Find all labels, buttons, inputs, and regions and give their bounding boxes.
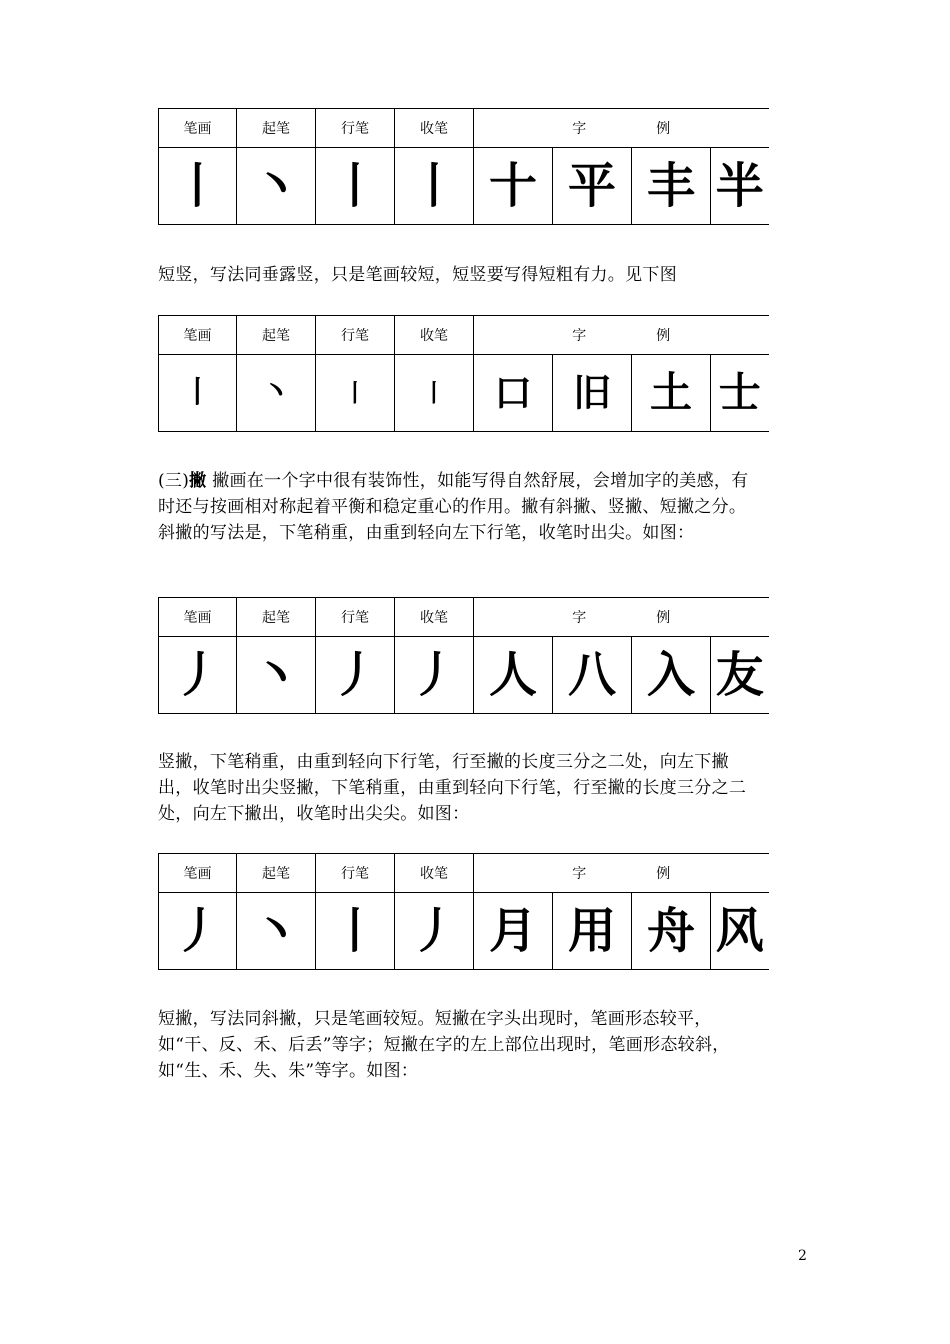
header-example-char: 例 bbox=[656, 610, 671, 626]
glyph-move: 丨 bbox=[316, 148, 395, 225]
glyph-start: 丶 bbox=[237, 893, 316, 970]
stroke-table-2 bbox=[158, 315, 769, 432]
stroke-table-1 bbox=[158, 108, 769, 225]
header-start: 起笔 bbox=[237, 598, 316, 637]
glyph-example: 丰 bbox=[632, 148, 711, 225]
glyph-example: 十 bbox=[474, 148, 553, 225]
header-example-char: 例 bbox=[656, 328, 671, 344]
glyph-example: 友 bbox=[711, 637, 769, 714]
table-header-row bbox=[159, 854, 769, 893]
glyph-example: 人 bbox=[474, 637, 553, 714]
glyph-example: 土 bbox=[632, 355, 711, 432]
header-example-char: 字 bbox=[572, 121, 587, 137]
header-example-char: 字 bbox=[572, 328, 587, 344]
header-examples bbox=[474, 109, 769, 148]
glyph-stroke: 丿 bbox=[159, 637, 237, 714]
section-number: (三) bbox=[158, 471, 190, 491]
header-start: 起笔 bbox=[237, 109, 316, 148]
glyph-example: 口 bbox=[474, 355, 553, 432]
header-end: 收笔 bbox=[395, 854, 474, 893]
header-move: 行笔 bbox=[316, 854, 395, 893]
header-end: 收笔 bbox=[395, 109, 474, 148]
glyph-start: 丶 bbox=[237, 148, 316, 225]
glyph-end: 丿 bbox=[395, 893, 474, 970]
paragraph-vertical-pie: 竖撇，下笔稍重，由重到轻向下行笔，行至撇的长度三分之二处，向左下撇出，收笔时出尖竖撇，下笔稍重，由重到轻向下行笔，行至撇的长度三分之二处，向左下撇出，收笔时出尖尖。如图： bbox=[158, 752, 747, 824]
glyph-move: 丨 bbox=[316, 355, 395, 432]
stroke-table-3 bbox=[158, 597, 769, 714]
table-header-row bbox=[159, 598, 769, 637]
header-move: 行笔 bbox=[316, 598, 395, 637]
paragraph-pie-intro bbox=[158, 468, 758, 546]
glyph-stroke: 丨 bbox=[159, 355, 237, 432]
glyph-example: 八 bbox=[553, 637, 632, 714]
header-example-char: 字 bbox=[572, 610, 587, 626]
section-title: 撇 bbox=[189, 471, 207, 491]
table-glyph-row bbox=[159, 637, 769, 714]
table-glyph-row bbox=[159, 148, 769, 225]
header-examples bbox=[474, 316, 769, 355]
header-start: 起笔 bbox=[237, 854, 316, 893]
glyph-end: 丨 bbox=[395, 148, 474, 225]
page-number: 2 bbox=[798, 1248, 807, 1264]
header-stroke: 笔画 bbox=[159, 316, 237, 355]
glyph-move: 丨 bbox=[316, 893, 395, 970]
glyph-example: 风 bbox=[711, 893, 769, 970]
glyph-example: 士 bbox=[711, 355, 769, 432]
table-glyph-row bbox=[159, 355, 769, 432]
glyph-example: 月 bbox=[474, 893, 553, 970]
paragraph-short-vertical: 短竖，写法同垂露竖，只是笔画较短，短竖要写得短粗有力。见下图 bbox=[158, 265, 677, 285]
header-stroke: 笔画 bbox=[159, 854, 237, 893]
glyph-example: 用 bbox=[553, 893, 632, 970]
header-stroke: 笔画 bbox=[159, 109, 237, 148]
header-move: 行笔 bbox=[316, 109, 395, 148]
glyph-start: 丶 bbox=[237, 355, 316, 432]
glyph-example: 入 bbox=[632, 637, 711, 714]
header-example-char: 例 bbox=[656, 866, 671, 882]
header-stroke: 笔画 bbox=[159, 598, 237, 637]
header-start: 起笔 bbox=[237, 316, 316, 355]
glyph-example: 旧 bbox=[553, 355, 632, 432]
table-header-row bbox=[159, 109, 769, 148]
glyph-start: 丶 bbox=[237, 637, 316, 714]
glyph-example: 平 bbox=[553, 148, 632, 225]
header-move: 行笔 bbox=[316, 316, 395, 355]
paragraph-short-pie: 短撇，写法同斜撇，只是笔画较短。短撇在字头出现时，笔画形态较平，如“干、反、禾、后丢”等字；短撇在字的左上部位出现时，笔画形态较斜，如“生、禾、失、朱”等字。如图： bbox=[158, 1009, 730, 1081]
stroke-table-4 bbox=[158, 853, 769, 970]
paragraph-text: 撇画在一个字中很有装饰性，如能写得自然舒展，会增加字的美感，有时还与按画相对称起着平衡和稳定重心的作用。撇有斜撇、竖撇、短撇之分。斜撇的写法是，下笔稍重，由重到轻向左下行笔，收笔时出尖。如图： bbox=[158, 471, 749, 543]
glyph-example: 半 bbox=[711, 148, 769, 225]
glyph-move: 丿 bbox=[316, 637, 395, 714]
header-examples bbox=[474, 854, 769, 893]
header-end: 收笔 bbox=[395, 598, 474, 637]
table-glyph-row bbox=[159, 893, 769, 970]
header-example-char: 字 bbox=[572, 866, 587, 882]
glyph-stroke: 丿 bbox=[159, 893, 237, 970]
glyph-end: 丨 bbox=[395, 355, 474, 432]
glyph-example: 舟 bbox=[632, 893, 711, 970]
glyph-stroke: 丨 bbox=[159, 148, 237, 225]
table-header-row bbox=[159, 316, 769, 355]
header-examples bbox=[474, 598, 769, 637]
header-end: 收笔 bbox=[395, 316, 474, 355]
glyph-end: 丿 bbox=[395, 637, 474, 714]
header-example-char: 例 bbox=[656, 121, 671, 137]
